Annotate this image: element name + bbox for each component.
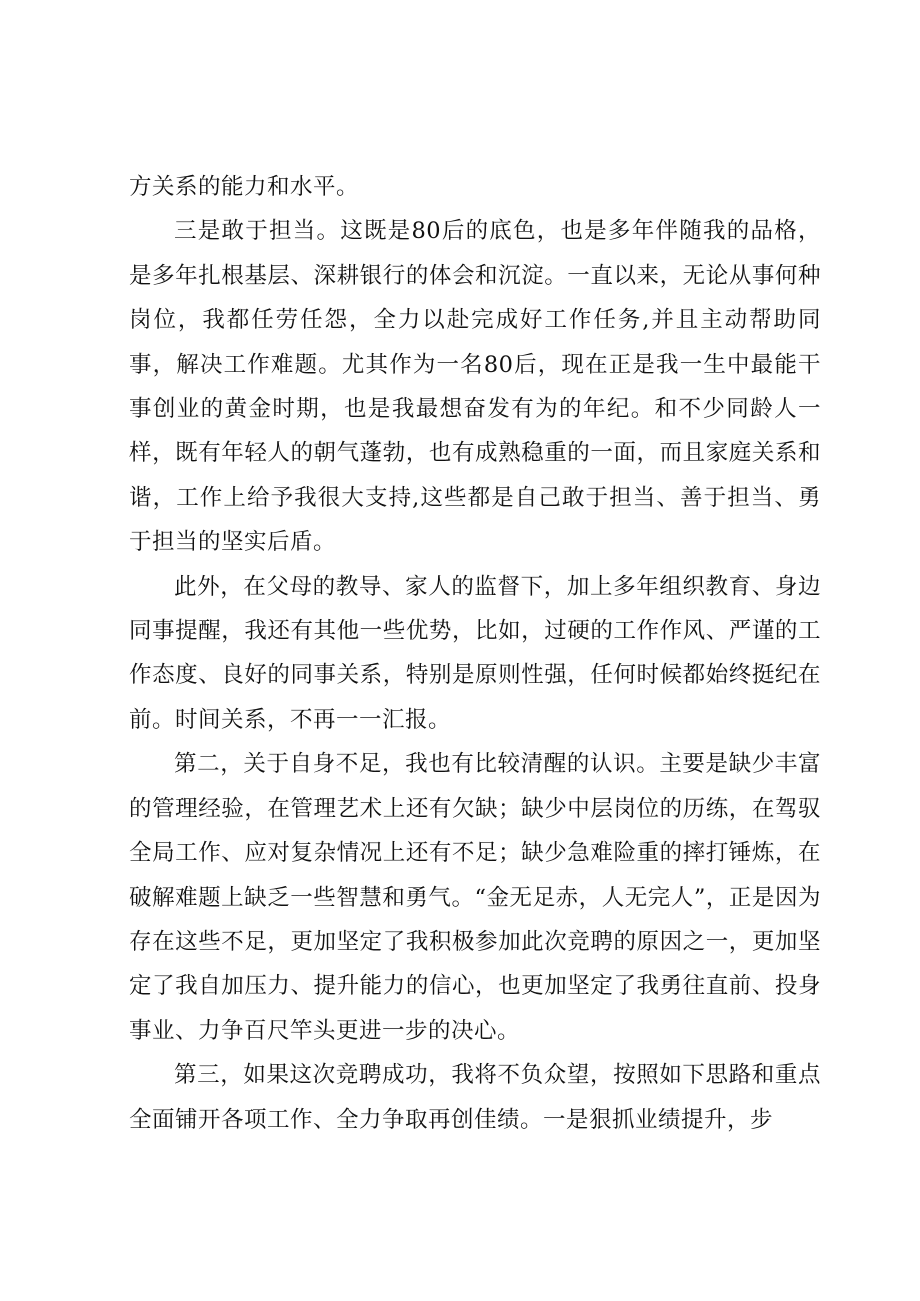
paragraph-shortcomings: 第二，关于自身不足，我也有比较清醒的认识。主要是缺少丰富的管理经验，在管理艺术上还有欠缺；缺少中层岗位的历练，在驾驭全局工作、应对复杂情况上还有不足；缺少急难险重的摔打锤炼，在破解难题上缺乏一些智慧和勇气。“金无足赤，人无完人”，正是因为存在这些不足，更加坚定了我积极参加此次竞聘的原因之一，更加坚定了我自加压力、提升能力的信心，也更加坚定了我勇往直前、投身事业、力争百尺竿头更进一步的决心。: [129, 751, 821, 1044]
paragraph-courage: 三是敢于担当。这既是80后的底色，也是多年伴随我的品格，是多年扎根基层、深耕银行的体会和沉淀。一直以来，无论从事何种岗位，我都任劳任怨，全力以赴完成好工作任务,并且主动帮助同事，解决工作难题。尤其作为一名80后，现在正是我一生中最能干事创业的黄金时期，也是我最想奋发有为的年纪。和不少同龄人一样，既有年轻人的朝气蓬勃，也有成熟稳重的一面，而且家庭关系和谐，工作上给予我很大支持,这些都是自己敢于担当、善于担当、勇于担当的坚实后盾。: [129, 218, 821, 556]
document-body: [129, 165, 821, 1142]
paragraph-continuation: 方关系的能力和水平。: [129, 174, 360, 200]
paragraph-work-plan: 第三，如果这次竞聘成功，我将不负众望，按照如下思路和重点全面铺开各项工作、全力争取再创佳绩。一是狠抓业绩提升，步: [129, 1062, 821, 1133]
paragraph-other-strengths: 此外，在父母的教导、家人的监督下，加上多年组织教育、身边同事提醒，我还有其他一些优势，比如，过硬的工作作风、严谨的工作态度、良好的同事关系，特别是原则性强，任何时候都始终挺纪在前。时间关系，不再一一汇报。: [129, 573, 821, 733]
